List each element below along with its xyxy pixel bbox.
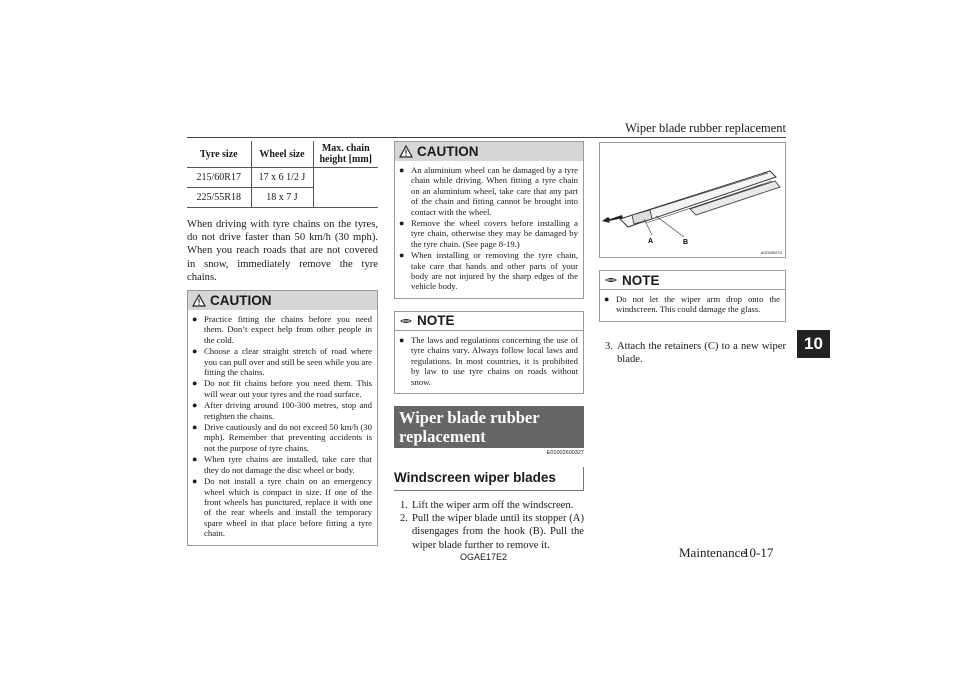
list-item: ● An aluminium wheel can be damaged by a tyre chain while driving. When fitting a tyre chain on an aluminium wheel, take care that any part of the chain and fitting cannot be brought into contact with the wheel. (399, 165, 578, 217)
tyre-chain-table (187, 141, 378, 208)
note-title: NOTE (622, 272, 660, 288)
subsection-title: Windscreen wiper blades (394, 467, 584, 491)
list-item: ● Remove the wheel covers before installing a tyre chain, otherwise they may be damaged by the tyre chain. (See page 8-19.) (399, 218, 578, 249)
wiper-blade-illustration (599, 142, 786, 258)
table-row (187, 168, 378, 188)
list-item: ● Do not fit chains before you need them. This will wear out your tyres and the road surface. (192, 378, 372, 399)
document-code: OGAE17E2 (460, 552, 508, 562)
table-header: Wheel size (251, 141, 313, 168)
section-title: Wiper blade rubber replacement (394, 406, 584, 448)
caution-box (394, 141, 584, 299)
note-pencil-icon (604, 274, 618, 286)
list-item: ● Choose a clear straight stretch of road where you can pull over and still be seen while you are fitting the chains. (192, 346, 372, 378)
reference-code: E01002600327 (546, 449, 584, 456)
list-item: ● Practice fitting the chains before you need them. Don’t expect help from other people in the cold. (192, 314, 372, 345)
list-item: ● After driving around 100-300 metres, stop and retighten the chains. (192, 400, 372, 421)
steps-list (394, 499, 584, 552)
table-cell: 215/60R17 (187, 168, 251, 188)
step-item: 3. Attach the retainers (C) to a new wiper blade. (605, 340, 786, 366)
caution-title: CAUTION (417, 144, 479, 159)
warning-triangle-icon (399, 145, 413, 158)
table-header-row (187, 141, 378, 168)
table-cell (313, 168, 378, 208)
illustration-code: AG0005274 (760, 250, 782, 255)
footer-section: Maintenance (679, 545, 747, 560)
note-box (394, 311, 584, 394)
warning-triangle-icon (192, 294, 206, 307)
step-item: 1. Lift the wiper arm off the windscreen. (400, 499, 574, 511)
note-pencil-icon (399, 315, 413, 327)
note-box (599, 270, 786, 322)
table-cell: 18 x 7 J (251, 188, 313, 208)
list-item: ● When tyre chains are installed, take care that they do not damage the disc wheel or body. (192, 454, 372, 475)
list-item: ● Do not let the wiper arm drop onto the windscreen. This could damage the glass. (604, 294, 780, 315)
column-2 (394, 138, 584, 552)
column-3 (599, 138, 786, 366)
list-item: ● Do not install a tyre chain on an emergency wheel which is compact in size. If one of the front wheels has punctured, replace it with one of the rear wheels and install the temporary spare wheel in that place before fitting a tyre chain. (192, 476, 372, 539)
table-cell: 17 x 6 1/2 J (251, 168, 313, 188)
step-item: 2. Pull the wiper blade until its stopper (A) disengages from the hook (B). Pull the wiper blade further to remove it. (400, 513, 584, 551)
steps-list (599, 340, 786, 366)
caution-title: CAUTION (210, 293, 272, 309)
chapter-tab: 10 (797, 330, 830, 358)
label-a: A (648, 238, 654, 245)
list-item: ● When installing or removing the tyre chain, take care that hands and other parts of your body are not injured by the sharp edges of the vehicle body. (399, 250, 578, 292)
list-item: ● The laws and regulations concerning the use of tyre chains vary. Always follow local laws and regulations. In most countries, it is prohibited by law to use tyre chains on roads without snow. (399, 334, 578, 387)
note-title: NOTE (417, 313, 455, 329)
column-1 (187, 138, 378, 546)
table-cell: 225/55R18 (187, 188, 251, 208)
list-item: ● Drive cautiously and do not exceed 50 km/h (30 mph). Remember that preventing accidents is not the purpose of tyre chains. (192, 422, 372, 453)
label-b: B (683, 239, 689, 246)
running-header: Wiper blade rubber replacement (625, 121, 786, 135)
table-header: Tyre size (187, 141, 251, 168)
page-number: 10-17 (743, 545, 774, 560)
caution-box (187, 290, 378, 546)
table-header: Max. chain height [mm] (313, 141, 378, 168)
chain-speed-paragraph: When driving with tyre chains on the tyres, do not drive faster than 50 km/h (30 mph). When you reach roads that are not covered in snow, immediately remove the tyre chains. (187, 219, 378, 283)
